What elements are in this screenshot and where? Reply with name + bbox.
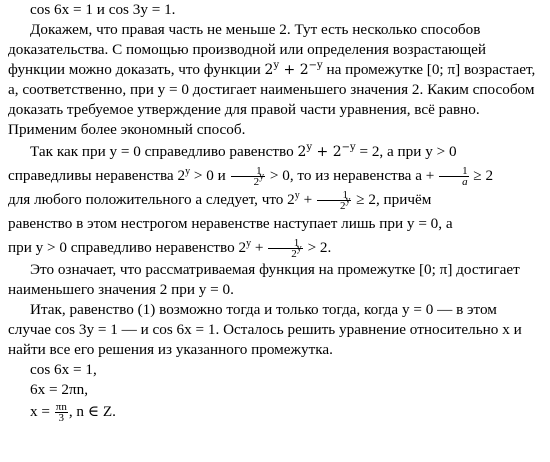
text-for-any-positive: для любого положительного a следует, что 2 — [8, 191, 295, 208]
text-proof-intro-cont: на промежутке [0; π] возрастает, а, соответственно, при y = 0 достигает наименьшего значения 2. Каким способом доказать требуемое утверждение для правой части уравнения, всё равно. Применим более экономный способ. — [8, 61, 536, 138]
solution-step-2: 6x = 2πn, — [30, 381, 88, 398]
solution-step-1: cos 6x = 1, — [30, 361, 97, 378]
paragraph-proof-intro — [8, 20, 542, 140]
text-final: Итак, равенство (1) возможно тогда и только тогда, когда y = 0 — в этом случае cos 3y = 1 — и cos 6x = 1. Осталось решить уравнение относительно x и найти все его решения из указанного промежутка. — [8, 301, 522, 358]
text-proof-intro: Докажем, что правая часть не меньше 2. Тут есть несколько способов доказательства. С помощью производной или определения возрастающей функции можно доказать, что функции — [8, 21, 487, 78]
solution-step-3: x = $\frac{\pi n}{3}$ , n ∈ Z. — [30, 401, 116, 425]
paragraph-final — [8, 300, 542, 360]
equation-line-cos — [8, 0, 542, 20]
fraction-1-over-2y-c: $\frac{1}{2^y}$ — [268, 238, 303, 259]
text-cos-line: cos 6x = 1 и cos 3y = 1. — [30, 1, 176, 18]
text-ineq1: = 2, а при y > 0 справедливы неравенства 2 — [8, 143, 457, 184]
text-since: Так как при y = 0 справедливо равенство — [30, 143, 298, 160]
fraction-pi-n-over-3: $\frac{\pi n}{3}$ — [55, 401, 67, 425]
text-equality-only: равенство в этом нестрогом неравенстве наступает лишь при y = 0, а — [8, 215, 453, 232]
paragraph-inequalities: Так как при y = 0 справедливо равенство $2^y + 2^{-y} = 2$, а при y > 0 справедливы неравенства $2^y > 0$ и $\frac{1}{2^y}$ > 0, то из неравенства a + $\frac{1}{a}$ ≥ 2 для любого положительного a следует, что $2^y$ + $\frac{1}{2^y}$ ≥ 2, причём равенство в этом нестрогом неравенстве наступает лишь при y = 0, а при y > 0 справедливо неравенство $2^y$ + $\frac{1}{2^y}$ > 2. — [8, 142, 494, 261]
paragraph-conclusion — [8, 260, 542, 300]
equality-expression: $2^y + 2^{-y}$ — [297, 142, 356, 160]
fraction-1-over-a: $\frac{1}{a}$ — [439, 166, 469, 187]
function-expression: $2^y + 2^{-y}$ — [264, 60, 323, 78]
text-conclusion: Это означает, что рассматриваемая функция на промежутке [0; π] достигает наименьшего значения 2 при y = 0. — [8, 261, 520, 298]
fraction-1-over-2y: $\frac{1}{2^y}$ — [231, 166, 266, 187]
text-strict-ineq: при y > 0 справедливо неравенство 2 — [8, 239, 247, 256]
fraction-1-over-2y-b: $\frac{1}{2^y}$ — [317, 190, 352, 211]
